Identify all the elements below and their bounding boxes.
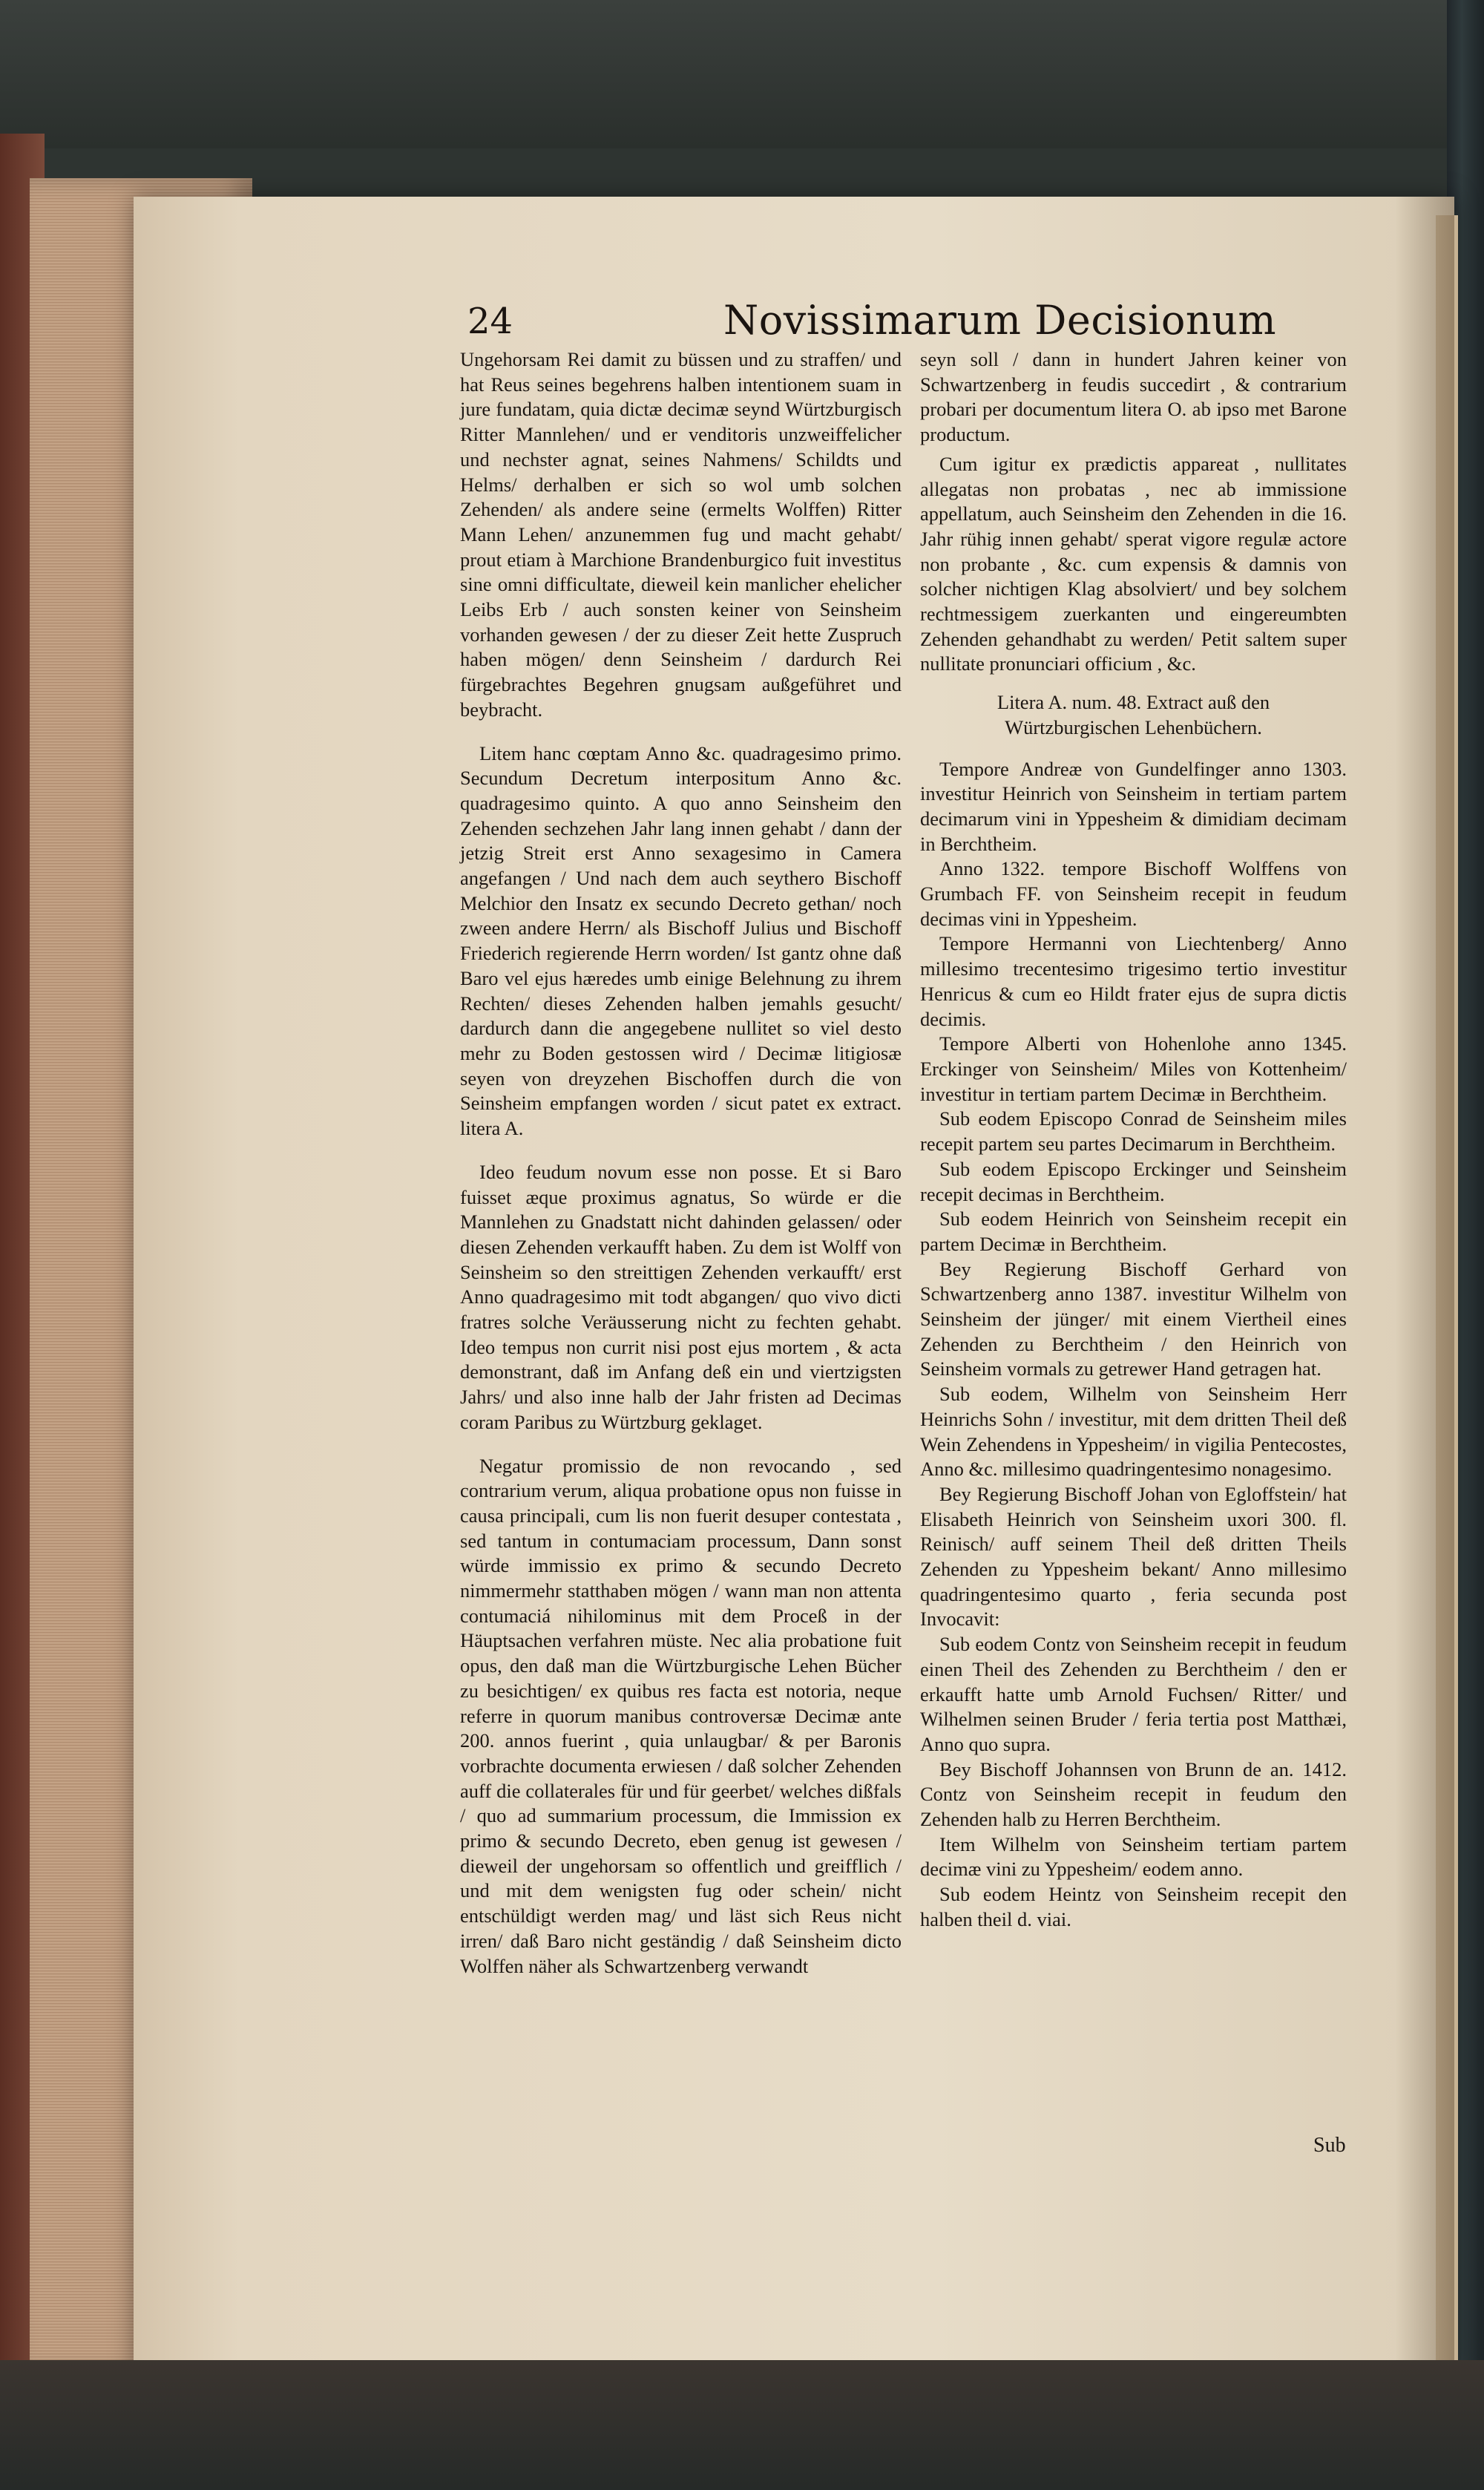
right-column — [920, 347, 1347, 1933]
entry: Sub eodem, Wilhelm von Seinsheim Herr Heinrichs Sohn / investitur, mit dem dritten Theil deß Wein Zehendens in Yppesheim/ in vigilia Pentecostes, Anno &c. millesimo quadringentesimo nonagesimo. — [920, 1383, 1347, 1481]
entry: Item Wilhelm von Seinsheim tertiam partem decimæ vini zu Yppesheim/ eodem anno. — [920, 1832, 1347, 1881]
paragraph: Ideo feudum novum esse non posse. Et si Baro fuisset æque proximus agnatus, So würde er die Mannlehen zu Gnadstatt nicht dahinden gelassen/ oder diesen Zehenden verkaufft haben. Zu dem ist Wolff von Seinsheim so den streittigen Zehenden verkaufft/ erst Anno quadragesimo mit todt abgangen/ quo vivo dicti fratres solche Veräusserung nicht zu fechten gehabt. Ideo tempus non currit nisi post ejus mortem , & acta demonstrant, daß im Anfang deß ein und viertzigsten Jahrs/ und also inne halb der Jahr fristen ad Decimas coram Paribus zu Würtzburg geklaget. — [460, 1160, 902, 1433]
paragraph: Litem hanc cœptam Anno &c. quadragesimo primo. Secundum Decretum interpositum Anno &c. quadragesimo quinto. A quo anno Seinsheim den Zehenden sechzehen Jahr lang innen gehabt / dann der jetzig Streit erst Anno sexagesimo in Camera angefangen / Und nach dem auch seythero Bischoff Melchior den Insatz ex secundo Decreto gethan/ noch zween andere Herrn/ als Bischoff Julius und Bischoff Friederich regierende Herrn worden/ Ist gantz ohne daß Baro vel ejus hæredes umb einige Belehnung zu ihrem Rechten/ dieses Zehenden halben jemahls gesucht/ dardurch dann die angegebene nullitet so viel desto mehr zu Boden gestossen wird / Decimæ litigiosæ seyen von dreyzehen Bischoffen durch die von Seinsheim empfangen worden / sicut patet ex extract. litera A. — [460, 741, 902, 1140]
page-number: 24 — [467, 301, 513, 342]
entry: Tempore Hermanni von Liechtenberg/ Anno millesimo trecentesimo trigesimo tertio investitur Henricus & cum eo Hildt frater ejus de supra dictis decimis. — [920, 932, 1347, 1030]
paragraph: Negatur promissio de non revocando , sed contrarium verum, aliqua probatione opus non fuisse in causa principali, cum lis non fuerit desuper contestata , sed tantum in contumaciam processum, Dann sonst würde immissio ex primo & secundo Decreto nimmermehr statthaben mögen / wann man non attenta contumaciá nihilominus mit dem Proceß in der Häuptsachen verfahren müste. Nec alia probatione fuit opus, den daß man die Würtzburgische Lehen Bücher zu besichtigen/ ex quibus res facta est notoria, neque referre in quorum manibus controversæ Decimæ ante 200. annos fuerint , quia unlaugbar/ & per Baronis vorbrachte documenta erwiesen / daß solcher Zehenden auff die collaterales für und für geerbet/ welches dißfals / quo ad summarium processum, die Immission ex primo & secundo Decreto, eben genug ist gewesen / dieweil der ungehorsam so offentlich und greifflich / und mit dem wenigsten fug oder schein/ nicht entschüldigt werden mag/ und läst sich Reus nicht irren/ daß Baro nicht geständig / daß Seinsheim dicto Wolffen näher als Schwartzenberg verwandt — [460, 1454, 902, 1977]
entry: Sub eodem Heinrich von Seinsheim recepit ein partem Decimæ in Berchtheim. — [920, 1208, 1347, 1255]
entry: Sub eodem Episcopo Conrad de Seinsheim miles recepit partem seu partes Decimarum in Berchtheim. — [920, 1107, 1347, 1156]
paragraph: seyn soll / dann in hundert Jahren keiner von Schwartzenberg in feudis succedirt , & contrarium probari per documentum litera O. ab ipso met Barone productum. — [920, 348, 1347, 446]
running-head: Novissimarum Decisionum — [723, 297, 1277, 344]
entry: Bey Regierung Bischoff Gerhard von Schwartzenberg anno 1387. investitur Wilhelm von Seinsheim der jünger/ mit einem Viertheil eines Zehenden zu Berchtheim / den Heinrich von Seinsheim vormals zu getrewer Hand getragen hat. — [920, 1257, 1347, 1380]
entry: Sub eodem Heintz von Seinsheim recepit den halben theil d. viai. — [920, 1883, 1347, 1930]
background-bottom — [0, 2360, 1484, 2490]
section-heading: Litera A. num. 48. Extract auß den Würtzburgischen Lehenbüchern. — [997, 691, 1270, 738]
entry: Sub eodem Episcopo Erckinger und Seinsheim recepit decimas in Berchtheim. — [920, 1157, 1347, 1205]
catchword: Sub — [1313, 2134, 1346, 2157]
entry: Tempore Andreæ von Gundelfinger anno 1303. investitur Heinrich von Seinsheim in tertiam partem decimarum vini in Yppesheim & dimidiam decimam in Berchtheim. — [920, 757, 1347, 855]
paragraph: Ungehorsam Rei damit zu büssen und zu straffen/ und hat Reus seines begehrens halben intentionem suam in jure fundatam, quia dictæ decimæ seynd Würtzburgisch Ritter Mannlehen/ und er venditoris unzweiffelicher und nechster agnat, seines Nahmens/ Schildts und Helms/ derhalben er sich so wol umb solchen Zehenden/ als andere seine (ermelts Wolffen) Ritter Mann Lehen/ anzunemmen fug und macht gehabt/ prout etiam à Marchione Brandenburgico fuit investitus sine omni difficultate, dieweil kein manlicher ehelicher Leibs Erb / auch sonsten keiner von Seinsheim vorhanden gewesen / der zu dieser Zeit hette Zuspruch haben mögen/ denn Seinsheim / dardurch Rei fürgebrachtes Begehren gnugsam außgeführet und beybracht. — [460, 348, 902, 721]
paragraph: Cum igitur ex prædictis appareat , nullitates allegatas non probatas , nec ab immissione appellatum, auch Seinsheim den Zehenden in die 16. Jahr rühig innen gehabt/ sperat vigore regulæ actore non probante , &c. cum expensis & damnis von solcher nichtigen Klag absolviert/ und bey solchem rechtmessigem zuerkanten und eingereumbten Zehenden gehandhabt zu werden/ Petit saltem super nullitate pronunciari officium , &c. — [920, 452, 1347, 675]
entry: Anno 1322. tempore Bischoff Wolffens von Grumbach FF. von Seinsheim recepit in feudum decimas vini in Yppesheim. — [920, 857, 1347, 930]
page-gutter-shadow — [1395, 197, 1454, 2375]
background-top — [0, 0, 1484, 148]
left-column — [460, 347, 902, 1979]
entry: Sub eodem Contz von Seinsheim recepit in feudum einen Theil des Zehenden zu Berchtheim / den er erkaufft hatte umb Arnold Fuchsen/ Ritter/ und Wilhelmen seinen Bruder / feria tertia post Matthæi, Anno quo supra. — [920, 1633, 1347, 1755]
entry: Bey Regierung Bischoff Johan von Egloffstein/ hat Elisabeth Heinrich von Seinsheim uxori 300. fl. Reinisch/ auff seinem Theil deß dritten Theils Zehenden zu Yppesheim bekant/ Anno millesimo quadringentesimo quarto , feria secunda post Invocavit: — [920, 1482, 1347, 1631]
entry: Bey Bischoff Johannsen von Brunn de an. 1412. Contz von Seinsheim recepit in feudum den Zehenden halb zu Herren Berchtheim. — [920, 1757, 1347, 1831]
entry: Tempore Alberti von Hohenlohe anno 1345. Erckinger von Seinsheim/ Miles von Kottenheim/ investitur in tertiam partem Decimæ in Berchtheim. — [920, 1032, 1347, 1105]
